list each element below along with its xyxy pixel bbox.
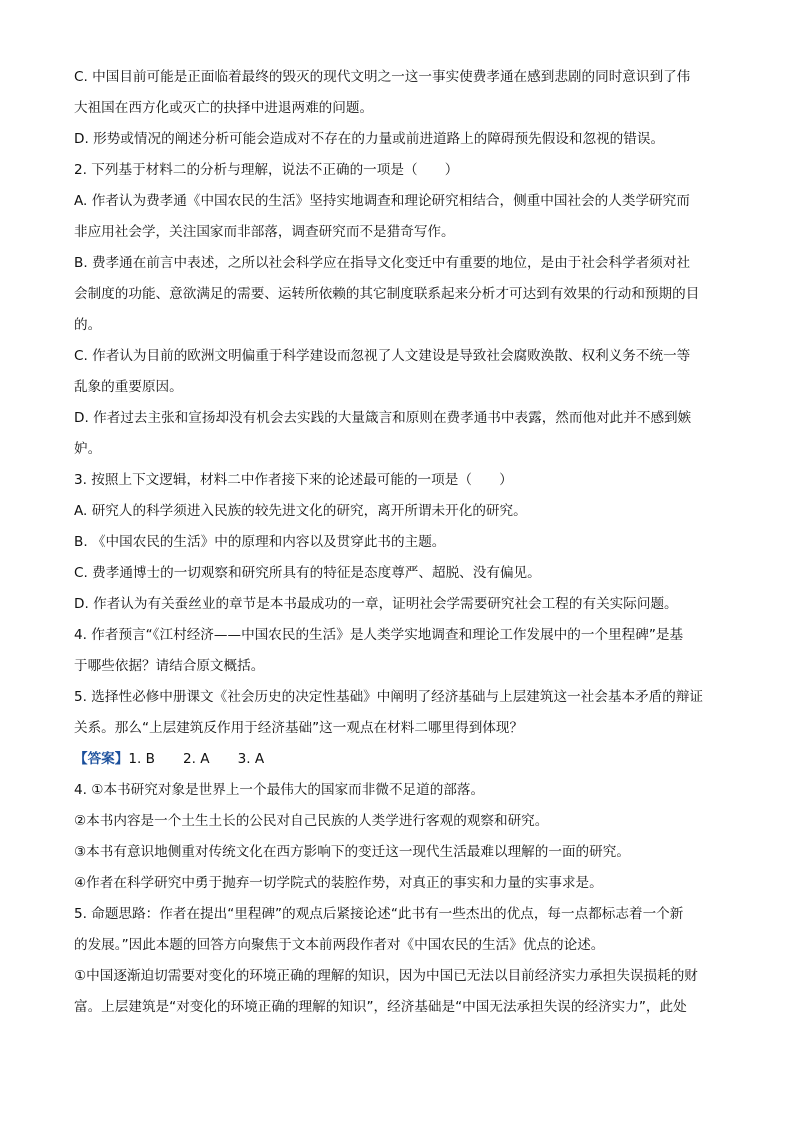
text-line: D. 形势或情况的阐述分析可能会造成对不存在的力量或前进道路上的障碍预先假设和忽视的错误。 [74, 131, 665, 147]
text-line: ③本书有意识地侧重对传统文化在西方影响下的变迁这一现代生活最难以理解的一面的研究。 [74, 844, 630, 860]
text-line: 非应用社会学，关注国家而非部落，调查研究而不是猎奇写作。 [74, 224, 455, 240]
text-line: 的。 [74, 317, 102, 333]
text-line: A. 作者认为费孝通《中国农民的生活》坚持实地调查和理论研究相结合，侧重中国社会的人类学研究而 [74, 193, 690, 209]
text-line: ①中国逐渐迫切需要对变化的环境正确的理解的知识，因为中国已无法以目前经济实力承担失误损耗的财 [74, 968, 698, 984]
answer-item: 1. B [128, 751, 155, 767]
text-line: 的发展。”因此本题的回答方向聚焦于文本前两段作者对《中国农民的生活》优点的论述。 [74, 937, 605, 953]
text-line: C. 作者认为目前的欧洲文明偏重于科学建设而忽视了人文建设是导致社会腐败涣散、权利义务不统一等 [74, 348, 691, 364]
text-line: 4. ①本书研究对象是世界上一个最伟大的国家而非微不足道的部落。 [74, 782, 485, 798]
text-line: 妒。 [74, 441, 102, 457]
answer-line [74, 744, 714, 775]
text-line: 5. 命题思路：作者在提出“里程碑”的观点后紧接论述“此书有一些杰出的优点，每一点都标志着一个新 [74, 906, 684, 922]
text-line: ②本书内容是一个土生土长的公民对自己民族的人类学进行客观的观察和研究。 [74, 813, 549, 829]
answer-item: 3. A [237, 751, 265, 767]
answer-item: 2. A [183, 751, 210, 767]
text-line: 于哪些依据？请结合原文概括。 [74, 658, 265, 674]
text-line: 会制度的功能、意欲满足的需要、运转所依赖的其它制度联系起来分析才可达到有效果的行动和预期的目 [74, 286, 700, 302]
text-line: B. 费孝通在前言中表述，之所以社会科学应在指导文化变迁中有重要的地位，是由于社会科学者须对社 [74, 255, 691, 271]
text-line: C. 费孝通博士的一切观察和研究所具有的特征是态度尊严、超脱、没有偏见。 [74, 565, 541, 581]
text-line: 富。上层建筑是“对变化的环境正确的理解的知识”，经济基础是“中国无法承担失误的经济实力”，此处 [74, 999, 687, 1015]
text-line: 乱象的重要原因。 [74, 379, 183, 395]
answer-label: 【答案】 [74, 751, 129, 767]
question-5: 5. 选择性必修中册课文《社会历史的决定性基础》中阐明了经济基础与上层建筑这一社会基本矛盾的辩证 [74, 689, 704, 705]
text-line: A. 研究人的科学须进入民族的较先进文化的研究，离开所谓未开化的研究。 [74, 503, 527, 519]
text-line: 关系。那么“上层建筑反作用于经济基础”这一观点在材料二哪里得到体现？ [74, 720, 524, 736]
text-line: ④作者在科学研究中勇于抛弃一切学院式的装腔作势，对真正的事实和力量的实事求是。 [74, 875, 603, 891]
text-line: 大祖国在西方化或灭亡的抉择中进退两难的问题。 [74, 100, 374, 116]
text-line: C. 中国目前可能是正面临着最终的毁灭的现代文明之一这一事实使费孝通在感到悲剧的同时意识到了伟 [74, 69, 691, 85]
text-line: B. 《中国农民的生活》中的原理和内容以及贯穿此书的主题。 [74, 534, 446, 550]
text-line: D. 作者认为有关蚕丝业的章节是本书最成功的一章，证明社会学需要研究社会工程的有关实际问题。 [74, 596, 678, 612]
question-3: 3. 按照上下文逻辑，材料二中作者接下来的论述最可能的一项是（ ） [74, 472, 513, 488]
question-4: 4. 作者预言“《江村经济——中国农民的生活》是人类学实地调查和理论工作发展中的一个里程碑”是基 [74, 627, 684, 643]
text-line: D. 作者过去主张和宣扬却没有机会去实践的大量箴言和原则在费孝通书中表露，然而他对此并不感到嫉 [74, 410, 692, 426]
question-2: 2. 下列基于材料二的分析与理解，说法不正确的一项是（ ） [74, 162, 459, 178]
